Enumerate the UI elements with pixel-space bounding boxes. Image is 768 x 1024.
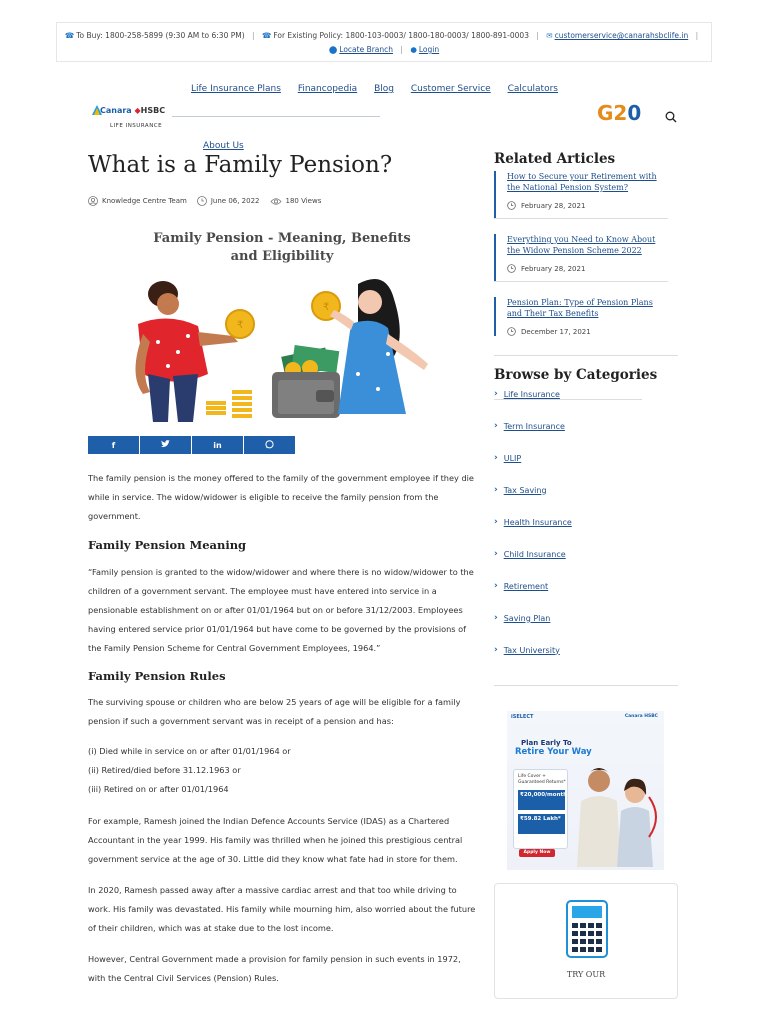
categories-heading: Browse by Categories xyxy=(494,367,658,383)
chevron-right-icon: › xyxy=(494,421,498,431)
rule-3: (iii) Retired on or after 01/01/1964 xyxy=(88,784,229,794)
ad-benefit-card xyxy=(513,769,568,849)
share-facebook-button[interactable] xyxy=(88,436,139,454)
phone-icon: ☎ xyxy=(261,31,272,40)
buy-phone[interactable]: To Buy: 1800-258-5899 (9:30 AM to 6:30 PM) xyxy=(76,31,245,40)
example-paragraph: For example, Ramesh joined the Indian Defence Accounts Service (IDAS) as a Chartered Accountant in the year 1999. His family was thrilled when he joined this prestigious central government service at the age of 30. Little did they know what fate had in store for them. xyxy=(88,816,463,864)
category-tax-saving[interactable]: › Tax Saving xyxy=(494,485,547,495)
brand-canara: Canara xyxy=(100,106,132,115)
calculator-card[interactable] xyxy=(494,883,678,999)
chevron-right-icon: › xyxy=(494,485,498,495)
related-article-title[interactable]: Everything you Need to Know About the Widow Pension Scheme 2022 xyxy=(507,235,656,255)
category-life-insurance[interactable]: › Life Insurance xyxy=(494,389,560,399)
author-icon xyxy=(88,196,98,206)
ad-brand: iSELECT xyxy=(511,714,534,720)
svg-text:₹: ₹ xyxy=(236,320,244,331)
breadcrumb xyxy=(172,110,380,117)
category-child-insurance[interactable]: › Child Insurance xyxy=(494,549,566,559)
share-whatsapp-button[interactable] xyxy=(244,436,295,454)
meaning-quote: “Family pension is granted to the widow/widower and where there is no widow/widower to the children of a government servant. The employee must have entered into service in a pensionable establishment on or after 01/01/1964 but on or before 31/12/2003. Employees having entered service prior 01/01/1964 but have come to be governed by the provisions of the Family Pension Scheme for Central Government Employees, 1964.” xyxy=(88,567,474,653)
search-icon[interactable] xyxy=(665,111,677,123)
share-twitter-button[interactable] xyxy=(140,436,191,454)
category-health-insurance[interactable]: › Health Insurance xyxy=(494,517,572,527)
nav-calculators[interactable]: Calculators xyxy=(507,84,558,94)
couple-photo xyxy=(571,757,661,867)
clock-icon xyxy=(197,196,207,206)
related-article-date: December 17, 2021 xyxy=(521,327,591,336)
related-article-title[interactable]: Pension Plan: Type of Pension Plans and Their Tax Benefits xyxy=(507,298,653,318)
brand-subtitle: LIFE INSURANCE xyxy=(110,123,163,129)
nav-blog[interactable]: Blog xyxy=(374,84,394,94)
category-term-insurance[interactable]: › Term Insurance xyxy=(494,421,565,431)
article-meta xyxy=(88,196,331,206)
location-pin-icon: ⬤ xyxy=(328,45,338,54)
ad-retire-text: Retire Your Way xyxy=(515,747,592,757)
article-intro: The family pension is the money offered to the family of the government employee if they die while in service. The widow/widower is eligible to receive the family pension from the government. xyxy=(88,473,474,521)
divider xyxy=(494,685,678,686)
divider xyxy=(494,399,642,400)
existing-policy-phone[interactable]: For Existing Policy: 1800-103-0003/ 1800-180-0003/ 1800-891-0003 xyxy=(273,31,529,40)
family-pension-illustration xyxy=(88,224,476,424)
clock-icon xyxy=(507,327,516,336)
locate-branch-link[interactable]: Locate Branch xyxy=(339,45,394,54)
related-article-1[interactable] xyxy=(494,171,670,219)
hero-illustration xyxy=(88,224,476,424)
hero-title-line2: and Eligibility xyxy=(230,249,334,264)
chevron-right-icon: › xyxy=(494,389,498,399)
article-views: 180 Views xyxy=(285,197,322,205)
ad-get-amount: ₹59.82 Lakh* xyxy=(518,814,565,834)
related-article-date: February 28, 2021 xyxy=(521,264,586,273)
category-saving-plan[interactable]: › Saving Plan xyxy=(494,613,551,623)
main-nav xyxy=(191,84,572,94)
nav-customer-service[interactable]: Customer Service xyxy=(410,84,491,94)
linkedin-icon: in xyxy=(213,440,222,450)
ad-cover-text: Life Cover + Guaranteed Returns* xyxy=(518,774,566,785)
calculator-icon xyxy=(566,900,608,958)
hsbc-hexagon-icon: ◆ xyxy=(134,106,141,115)
rule-2: (ii) Retired/died before 31.12.1963 or xyxy=(88,765,241,775)
nav-about-us[interactable]: About Us xyxy=(203,141,244,151)
site-logo[interactable] xyxy=(88,104,184,134)
heading-rules: Family Pension Rules xyxy=(88,669,226,683)
twitter-icon xyxy=(161,440,170,450)
chevron-right-icon: › xyxy=(494,613,498,623)
hero-title-line1: Family Pension - Meaning, Benefits xyxy=(153,231,411,246)
chevron-right-icon: › xyxy=(494,517,498,527)
nav-life-insurance-plans[interactable]: Life Insurance Plans xyxy=(191,84,281,94)
chevron-right-icon: › xyxy=(494,453,498,463)
article-author: Knowledge Centre Team xyxy=(102,197,187,205)
category-ulip[interactable]: › ULIP xyxy=(494,453,522,463)
related-articles-heading: Related Articles xyxy=(494,151,616,167)
ad-pay-amount: ₹20,000/month xyxy=(518,790,565,810)
facebook-icon: f xyxy=(111,440,116,450)
category-retirement[interactable]: › Retirement xyxy=(494,581,549,591)
nav-financopedia[interactable]: Financopedia xyxy=(297,84,358,94)
ad-apply-now-button[interactable]: Apply Now xyxy=(519,849,555,857)
ad-partner: Canara HSBC xyxy=(624,714,658,719)
clock-icon xyxy=(507,201,516,210)
heading-meaning: Family Pension Meaning xyxy=(88,538,247,552)
ad-plan-text: Plan Early To xyxy=(521,739,572,747)
article-date: June 06, 2022 xyxy=(210,197,260,205)
retirement-ad-banner[interactable] xyxy=(507,711,664,870)
g20-logo: G20 xyxy=(597,101,642,125)
login-link[interactable]: Login xyxy=(418,45,440,54)
brand-hsbc: HSBC xyxy=(140,106,166,115)
chevron-right-icon: › xyxy=(494,581,498,591)
phone-icon: ☎ xyxy=(64,31,75,40)
support-email-link[interactable]: customerservice@canarahsbclife.in xyxy=(554,31,689,40)
calculator-label: TRY OUR xyxy=(566,970,606,979)
chevron-right-icon: › xyxy=(494,549,498,559)
rules-intro: The surviving spouse or children who are below 25 years of age will be eligible for a family pension if such a government servant was in receipt of a pension and has: xyxy=(88,697,461,726)
svg-text:₹: ₹ xyxy=(322,302,330,313)
chevron-right-icon: › xyxy=(494,645,498,655)
whatsapp-icon xyxy=(265,440,274,451)
user-icon: ● xyxy=(410,45,417,54)
share-bar xyxy=(88,436,296,454)
paragraph-however: However, Central Government made a provision for family pension in such events in 1972, with the Central Civil Services (Pension) Rules. xyxy=(88,954,461,983)
eye-icon xyxy=(270,197,282,206)
page-title: What is a Family Pension? xyxy=(88,152,393,178)
mail-icon: ✉ xyxy=(546,31,553,40)
share-linkedin-button[interactable] xyxy=(192,436,243,454)
related-article-3[interactable] xyxy=(494,297,670,336)
contact-bar: ☎ To Buy: 1800-258-5899 (9:30 AM to 6:30 PM) | ☎ For Existing Policy: 1800-103-0003/ 1800-180-0003/ 1800-891-0003 | ✉ customerservice@canarahsbclife.in | ⬤ Locate Branch | ● Login xyxy=(56,22,712,62)
clock-icon xyxy=(507,264,516,273)
category-tax-university[interactable]: › Tax University xyxy=(494,645,560,655)
divider xyxy=(494,355,678,356)
related-article-title[interactable]: How to Secure your Retirement with the National Pension System? xyxy=(507,172,657,192)
paragraph-2020: In 2020, Ramesh passed away after a massive cardiac arrest and that too while driving to work. His family was devastated. His family while mourning him, also worried about the future of their children, which was at stake due to the lost income. xyxy=(88,885,476,933)
related-article-2[interactable] xyxy=(494,234,670,282)
related-article-date: February 28, 2021 xyxy=(521,201,586,210)
rule-1: (i) Died while in service on or after 01/01/1964 or xyxy=(88,746,291,756)
